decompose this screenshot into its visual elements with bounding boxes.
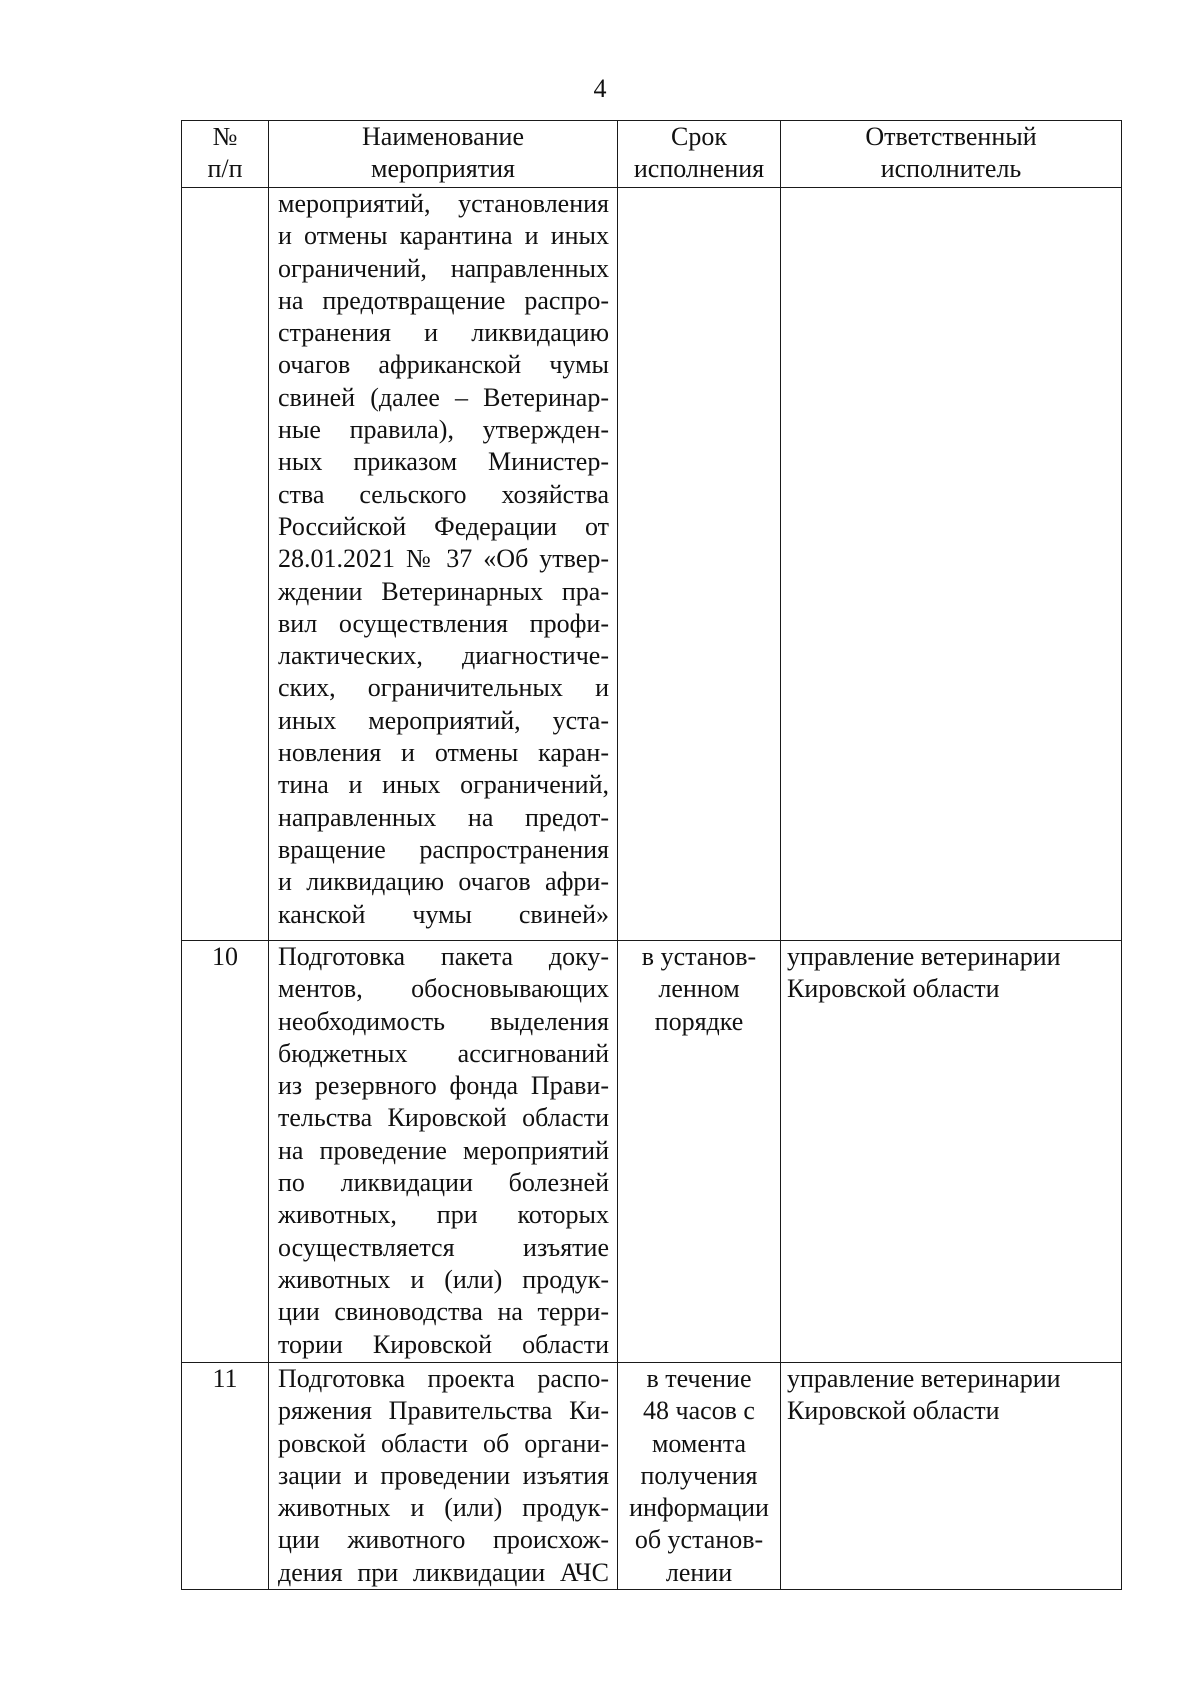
measure-name-line: из резервного фонда Прави- xyxy=(278,1071,609,1101)
measure-name-line: свиней (далее – Ветеринар- xyxy=(278,382,609,412)
measure-name-line: необходимость выделения xyxy=(278,1006,609,1036)
header-name-line2: мероприятия xyxy=(370,154,515,184)
term-line: момента xyxy=(651,1428,747,1458)
row-number-cell xyxy=(182,1363,269,1590)
measure-name-line: ции животного происхож- xyxy=(278,1525,609,1555)
header-responsible xyxy=(781,121,1122,188)
measure-name-line: дения при ликвидации АЧС xyxy=(278,1557,609,1587)
measure-name-cell xyxy=(269,941,618,1363)
term-line: получения xyxy=(640,1460,758,1490)
measure-name-line: очагов африканской чумы xyxy=(278,350,609,380)
header-number-line2: п/п xyxy=(207,154,243,184)
measure-name-line: ждении Ветеринарных пра- xyxy=(278,576,609,606)
measure-name-line: направленных на предот- xyxy=(278,802,609,832)
term-line: информации xyxy=(629,1493,769,1523)
measure-name-line: ции свиноводства на терри- xyxy=(278,1297,609,1327)
measure-name-line: бюджетных ассигнований xyxy=(278,1038,609,1068)
measure-name-line: зации и проведении изъятия xyxy=(278,1460,609,1490)
measure-name-cell xyxy=(269,1363,618,1590)
responsible-cell xyxy=(781,941,1122,1363)
measure-name-line: тина и иных ограничений, xyxy=(278,770,609,800)
measure-name-line: Подготовка проекта распо- xyxy=(278,1364,609,1393)
table-row xyxy=(182,1363,1122,1590)
measure-name-line: тельства Кировской области xyxy=(278,1103,609,1133)
header-name-line1: Наименование xyxy=(362,122,524,151)
measure-name-line: ных приказом Министер- xyxy=(278,447,609,477)
term-line: об установ- xyxy=(634,1525,764,1555)
measure-name-cell xyxy=(269,188,618,941)
measure-name-line: животных и (или) продук- xyxy=(278,1264,609,1294)
term-line: 48 часов с xyxy=(643,1396,755,1426)
responsible-cell xyxy=(781,188,1122,941)
measure-name-line: странения и ликвидацию xyxy=(278,318,609,348)
header-number-line1: № xyxy=(212,122,238,151)
measure-name-line: мероприятий, установления xyxy=(278,189,609,218)
table-header-row xyxy=(182,121,1122,188)
measure-name-line: ограничений, направленных xyxy=(278,253,609,283)
measure-name-line: вил осуществления профи- xyxy=(278,608,609,638)
measure-name-line: ства сельского хозяйства xyxy=(278,479,609,509)
measure-name-line: и ликвидацию очагов афри- xyxy=(278,867,609,897)
measure-name-line: и отмены карантина и иных xyxy=(278,221,609,251)
responsible-line: Кировской области xyxy=(787,1396,1000,1426)
measure-name-line: на проведение мероприятий xyxy=(278,1135,609,1165)
term-line: в течение xyxy=(646,1364,752,1393)
measure-name-line: ментов, обосновывающих xyxy=(278,974,609,1004)
table-row xyxy=(182,941,1122,1363)
term-line: в установ- xyxy=(641,942,757,971)
measure-name-line: ные правила), утвержден- xyxy=(278,415,609,445)
term-cell xyxy=(618,1363,781,1590)
header-term-line2: исполнения xyxy=(633,154,765,184)
measure-name-line: животных и (или) продук- xyxy=(278,1493,609,1523)
measure-name-line: тории Кировской области xyxy=(278,1329,609,1359)
responsible-line: управление ветеринарии xyxy=(787,942,1061,971)
measure-name-line: ских, ограничительных и xyxy=(278,673,609,703)
header-term-line1: Срок xyxy=(671,122,727,151)
header-term xyxy=(618,121,781,188)
header-responsible-line1: Ответственный xyxy=(865,122,1037,151)
measure-name-line: животных, при которых xyxy=(278,1200,609,1230)
row-number-cell xyxy=(182,941,269,1363)
measure-name-line: ряжения Правительства Ки- xyxy=(278,1396,609,1426)
term-line: порядке xyxy=(654,1006,744,1036)
term-line: лении xyxy=(665,1557,733,1587)
responsible-line: управление ветеринарии xyxy=(787,1364,1061,1393)
measure-name-line: вращение распространения xyxy=(278,834,609,864)
measure-name-line: иных мероприятий, уста- xyxy=(278,705,609,735)
row-number: 10 xyxy=(212,942,238,971)
term-cell xyxy=(618,188,781,941)
measure-name-line: осуществляется изъятие xyxy=(278,1232,609,1262)
measure-name-line: новления и отмены каран- xyxy=(278,738,609,768)
header-responsible-line2: исполнитель xyxy=(880,154,1022,184)
term-line: ленном xyxy=(658,974,740,1004)
term-cell xyxy=(618,941,781,1363)
measure-name-line: лактических, диагностиче- xyxy=(278,641,609,671)
measure-name-line: на предотвращение распро- xyxy=(278,285,609,315)
header-number xyxy=(182,121,269,188)
measure-name-line: канской чумы свиней» xyxy=(278,899,609,929)
measure-name-line: Подготовка пакета доку- xyxy=(278,942,609,971)
table-row xyxy=(182,188,1122,941)
row-number-cell xyxy=(182,188,269,941)
measure-name-line: по ликвидации болезней xyxy=(278,1168,609,1198)
measure-name-line: Российской Федерации от xyxy=(278,511,609,541)
row-number: 11 xyxy=(212,1364,238,1393)
responsible-cell xyxy=(781,1363,1122,1590)
measure-name-line: 28.01.2021 № 37 «Об утвер- xyxy=(278,544,609,574)
measure-name-line: ровской области об органи- xyxy=(278,1428,609,1458)
measures-table xyxy=(181,120,1122,1590)
page-number: 4 xyxy=(593,74,607,103)
responsible-line: Кировской области xyxy=(787,974,1000,1004)
header-name xyxy=(269,121,618,188)
